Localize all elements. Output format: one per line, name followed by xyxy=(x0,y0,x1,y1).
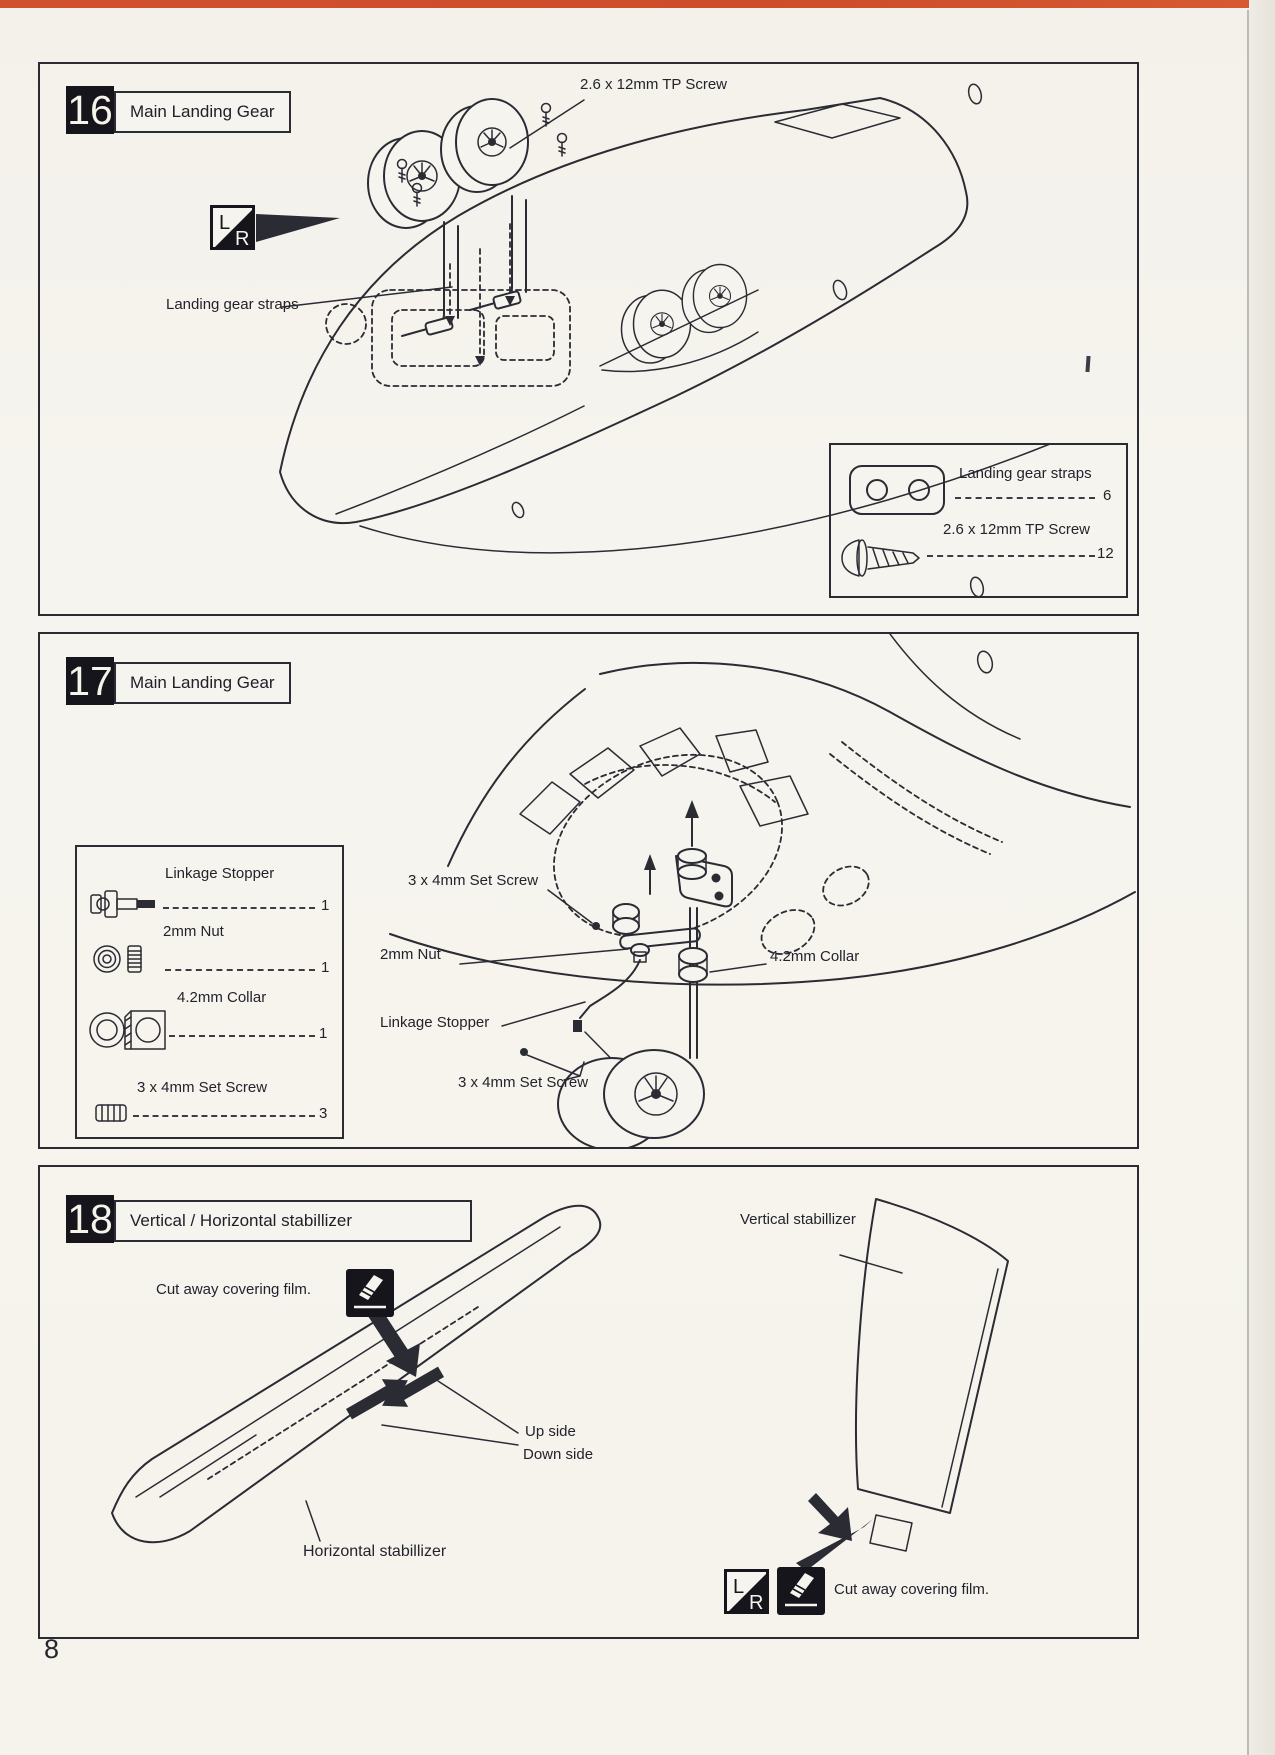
step16-panel xyxy=(38,62,1139,616)
callout-vertical-stabilizer: Vertical stabillizer xyxy=(740,1211,856,1228)
badge-right-letter: R xyxy=(749,1592,764,1614)
leader-dashes xyxy=(927,555,1095,557)
callout-set-screw-lower: 3 x 4mm Set Screw xyxy=(458,1074,589,1091)
set-screw-icon xyxy=(93,1101,131,1125)
callout-landing-gear-straps: Landing gear straps xyxy=(166,296,299,313)
step17-number: 17 xyxy=(67,657,113,704)
part-qty: 1 xyxy=(321,959,330,976)
leader-dashes xyxy=(163,907,315,909)
step18-panel xyxy=(38,1165,1139,1639)
step18-title: Vertical / Horizontal stabillizer xyxy=(130,1211,353,1230)
callout-down-side: Down side xyxy=(523,1446,594,1463)
callout-linkage-stopper: Linkage Stopper xyxy=(380,1014,490,1031)
knife-icon xyxy=(346,1269,394,1317)
badge-left-letter: L xyxy=(733,1576,745,1598)
callout-tp-screw: 2.6 x 12mm TP Screw xyxy=(580,76,727,93)
step16-parts-box xyxy=(829,443,1128,598)
part-qty: 6 xyxy=(1103,487,1112,504)
step-number xyxy=(66,657,114,705)
step18-number: 18 xyxy=(67,1195,113,1242)
step-number xyxy=(66,86,114,134)
knife-icon xyxy=(777,1567,825,1615)
left-right-badge xyxy=(724,1569,769,1614)
tp-screw-icon xyxy=(839,537,927,579)
callout-horizontal-stabilizer: Horizontal stabillizer xyxy=(303,1543,447,1560)
part-qty: 1 xyxy=(321,897,330,914)
part-qty: 1 xyxy=(319,1025,328,1042)
step17-panel xyxy=(38,632,1139,1149)
part-name: 3 x 4mm Set Screw xyxy=(137,1079,268,1096)
scan-edge-artifact xyxy=(0,0,1275,8)
step17-title: Main Landing Gear xyxy=(130,673,275,692)
leader-dashes xyxy=(133,1115,315,1117)
step17-title-box xyxy=(114,662,291,704)
leader-dashes xyxy=(169,1035,315,1037)
step16-title-box xyxy=(114,91,291,133)
part-name: 4.2mm Collar xyxy=(177,989,267,1006)
callout-cut-film-top: Cut away covering film. xyxy=(156,1281,312,1298)
callout-set-screw-upper: 3 x 4mm Set Screw xyxy=(408,872,539,889)
step18-title-box xyxy=(114,1200,472,1242)
strap-icon xyxy=(847,463,947,517)
linkage-stopper-icon xyxy=(89,887,165,921)
callout-collar: 4.2mm Collar xyxy=(770,948,860,965)
step16-number: 16 xyxy=(67,86,113,133)
part-qty: 3 xyxy=(319,1105,328,1122)
part-name: Landing gear straps xyxy=(959,465,1092,482)
step16-title: Main Landing Gear xyxy=(130,102,275,121)
part-name: 2.6 x 12mm TP Screw xyxy=(943,521,1090,538)
step17-parts-box xyxy=(75,845,344,1139)
part-name: Linkage Stopper xyxy=(165,865,275,882)
part-qty: 12 xyxy=(1097,545,1114,562)
scan-edge-artifact xyxy=(1249,0,1275,1755)
page-number: 8 xyxy=(44,1634,60,1664)
callout-2mm-nut: 2mm Nut xyxy=(380,946,441,963)
nut-icon xyxy=(91,941,149,977)
leader-dashes xyxy=(955,497,1095,499)
badge-left-letter: L xyxy=(219,212,231,234)
callout-up-side: Up side xyxy=(525,1423,576,1440)
badge-right-letter: R xyxy=(235,228,250,250)
callout-cut-film-bottom: Cut away covering film. xyxy=(834,1581,990,1598)
collar-icon xyxy=(87,1005,171,1055)
part-name: 2mm Nut xyxy=(163,923,224,940)
step-number xyxy=(66,1195,114,1243)
left-right-badge xyxy=(210,205,255,250)
leader-dashes xyxy=(165,969,315,971)
